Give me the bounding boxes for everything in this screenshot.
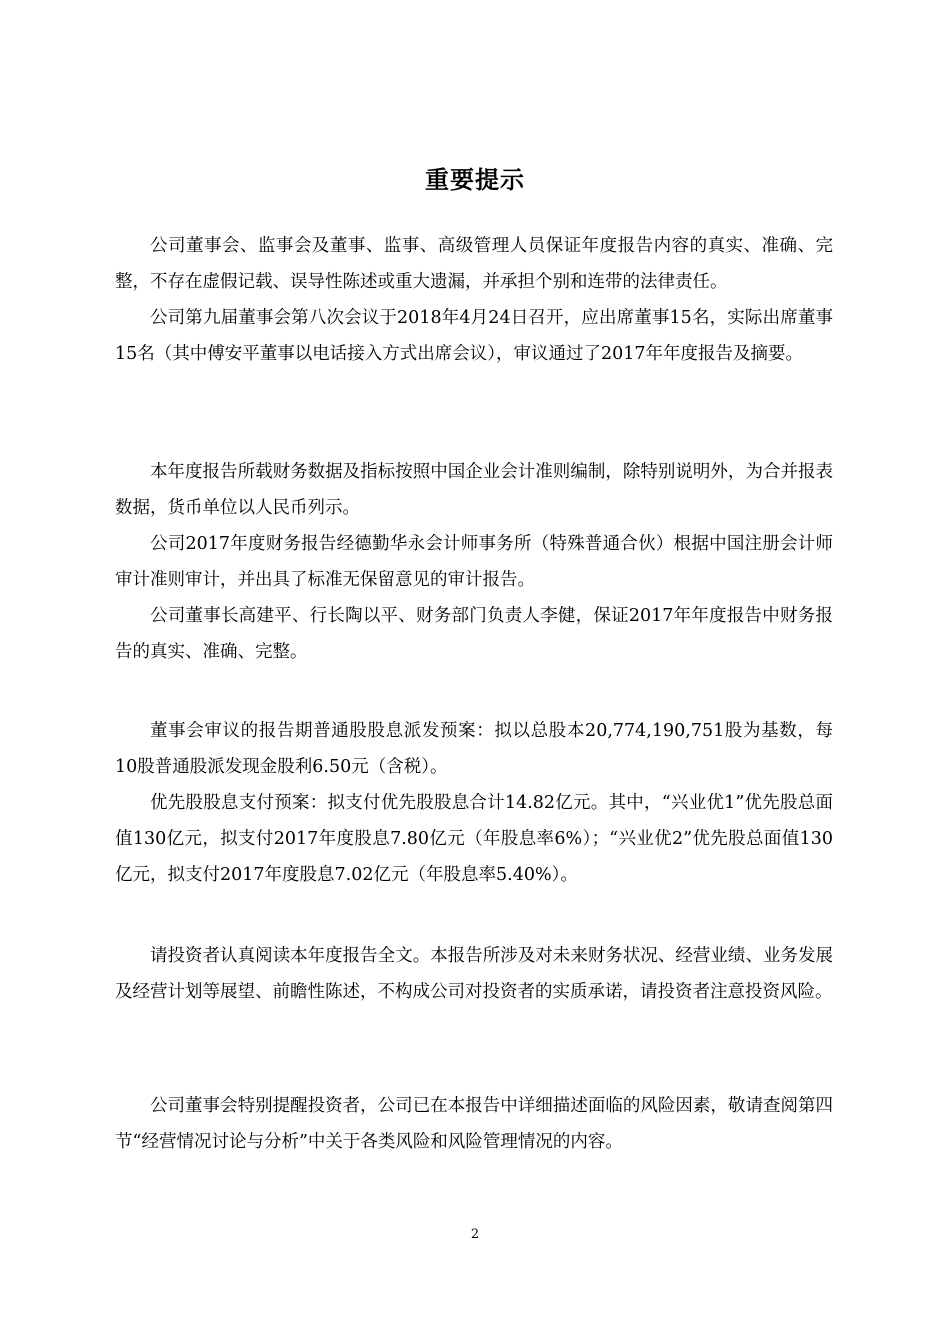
page-title: 重要提示 bbox=[425, 166, 525, 194]
paragraph-forward-looking-notice: 请投资者认真阅读本年度报告全文。本报告所涉及对未来财务状况、经营业绩、业务发展及经营计划等展望、前瞻性陈述，不构成公司对投资者的实质承诺，请投资者注意投资风险。 bbox=[115, 946, 833, 1002]
paragraph-audit-opinion: 公司2017年度财务报告经德勤华永会计师事务所（特殊普通合伙）根据中国注册会计师审计准则审计，并出具了标准无保留意见的审计报告。 bbox=[115, 534, 833, 590]
paragraph-preferred-dividend: 优先股股息支付预案：拟支付优先股股息合计14.82亿元。其中，“兴业优1”优先股总面值130亿元，拟支付2017年度股息7.80亿元（年股息率6%）；“兴业优2”优先股总面值130亿元，拟支付2017年度股息7.02亿元（年股息率5.40%）。 bbox=[115, 793, 833, 885]
paragraph-board-guarantee: 公司董事会、监事会及董事、监事、高级管理人员保证年度报告内容的真实、准确、完整，不存在虚假记载、误导性陈述或重大遗漏，并承担个别和连带的法律责任。 bbox=[115, 236, 833, 292]
paragraph-board-meeting: 公司第九届董事会第八次会议于2018年4月24日召开，应出席董事15名，实际出席董事15名（其中傅安平董事以电话接入方式出席会议），审议通过了2017年年度报告及摘要。 bbox=[115, 308, 833, 364]
paragraph-risk-reminder: 公司董事会特别提醒投资者，公司已在本报告中详细描述面临的风险因素，敬请查阅第四节“经营情况讨论与分析”中关于各类风险和风险管理情况的内容。 bbox=[115, 1096, 833, 1152]
paragraph-common-dividend: 董事会审议的报告期普通股股息派发预案：拟以总股本20,774,190,751股为基数，每10股普通股派发现金股利6.50元（含税）。 bbox=[115, 721, 833, 777]
page-number: 2 bbox=[470, 1227, 480, 1242]
paragraph-accounting-standards: 本年度报告所载财务数据及指标按照中国企业会计准则编制，除特别说明外，为合并报表数据，货币单位以人民币列示。 bbox=[115, 462, 833, 518]
paragraph-executive-guarantee: 公司董事长高建平、行长陶以平、财务部门负责人李健，保证2017年年度报告中财务报告的真实、准确、完整。 bbox=[115, 606, 833, 662]
